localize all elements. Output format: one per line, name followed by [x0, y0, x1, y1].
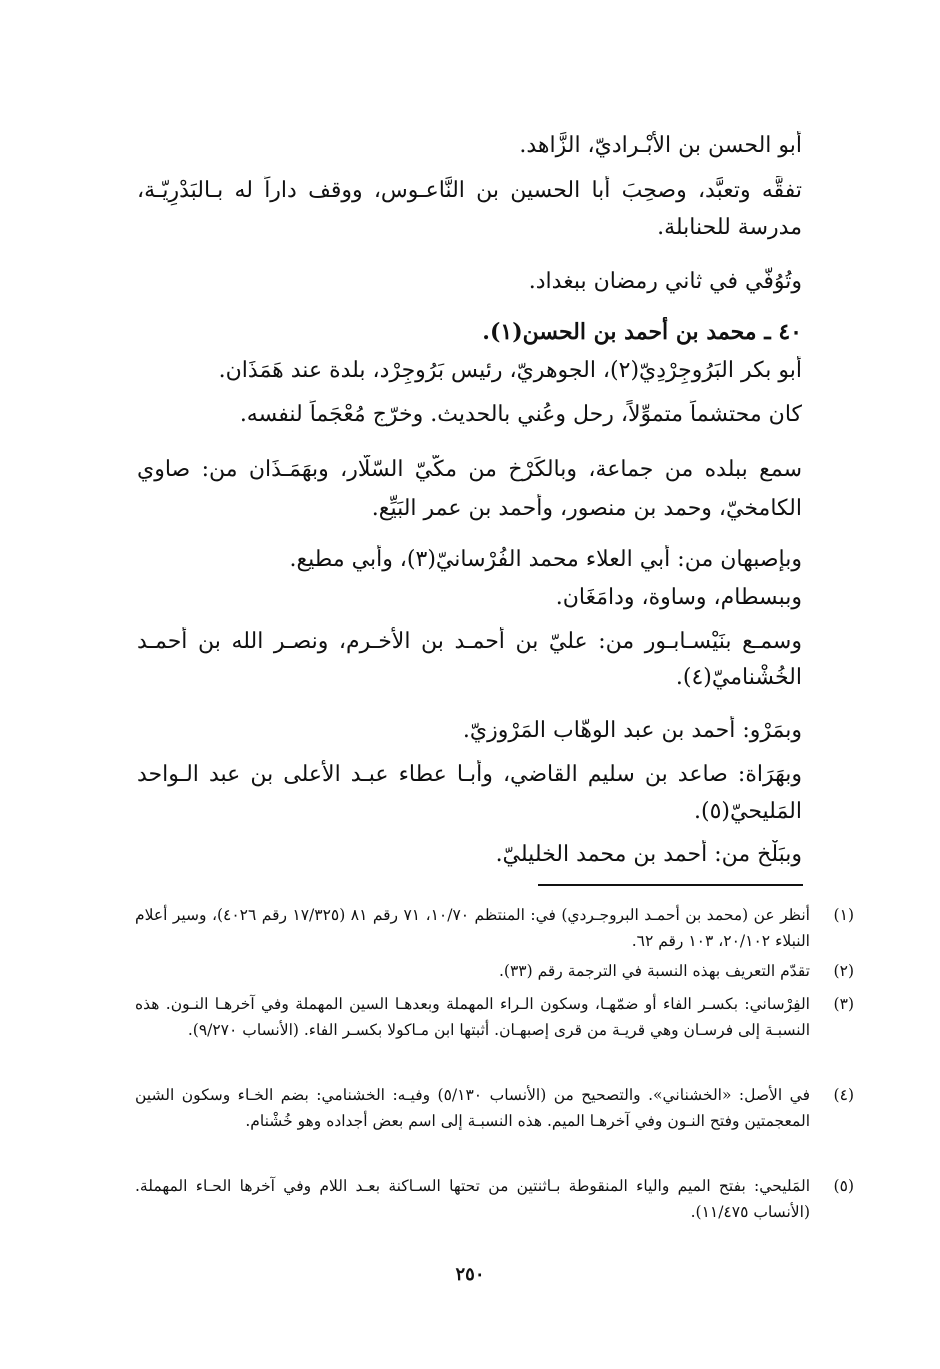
footnote-2 [135, 958, 854, 984]
body-line-13: الخُشْناميّ(٤). [675, 665, 802, 690]
footnote-number: (٢) [833, 962, 854, 980]
footnote-5 [135, 1173, 854, 1225]
body-line-12: وسمـع بنَيْسـابـور من: عليّ بن أحمـد بن الأخـرم، ونصـر الله بن أحمـد [137, 629, 802, 654]
footnote-number: (٥) [833, 1177, 854, 1195]
body-line-2: تفقَّه وتعبَّد، وصحِبَ أبا الحسين بن النَّاعـوس، ووقف داراً له بـالبَدْرِيّـة، [137, 178, 802, 203]
body-line-1: أبو الحسن بن الأَبْـراديّ، الزَّاهد. [519, 133, 802, 158]
footnote-divider [538, 884, 803, 886]
footnote-text: أنظر عن (محمد بن أحمـد البروجـردي) في: المنتظم ١٠/٧٠، ٧١ رقم ٨١ (١٧/٣٢٥ رقم ٤٠٢٦)، وسير أعلام النبلاء ٢٠/١٠٢، ١٠٣ رقم ٦٢. [135, 906, 810, 950]
body-line-17: وببَلْخ من: أحمد بن محمد الخليليّ. [495, 842, 802, 867]
footnote-text: في الأصل: «الخشناني». والتصحيح من (الأنساب ٥/١٣٠) وفيـه: الخشنامي: بضم الخـاء وسكون الشين المعجمتين وفتح النـون وفي آخرهـا الميم. هذه النسبـة إلى اسم بعض أجداده وهو خُشْنام. [135, 1086, 810, 1130]
body-line-9: الكامخيّ، وحمد بن منصور، وأحمد بن عمر البَيِّع. [371, 496, 802, 521]
body-line-15: وبهَرَاة: صاعد بن سليم القاضي، وأبـا عطاء عبـد الأعلى بن عبد الـواحد [137, 762, 802, 787]
entry-heading: ٤٠ ـ محمد بن أحمد بن الحسن(١). [482, 319, 802, 345]
footnote-text: تقدّم التعريف بهذه النسبة في الترجمة رقم (٣٣). [498, 962, 810, 980]
footnote-text: الفِرْساني: بكسـر الفاء أو ضمّهـا، وسكون الـراء المهملة وبعدهـا السين المهملة وفي آخرهـا النـون. هذه النسبـة إلى فرسـان وهي قريـة من قرى إصبهـان. أثبتها ابن مـاكولا بكسـر الفاء. (الأنساب ٩/٢٧٠). [135, 995, 810, 1039]
body-line-6: أبو بكر البَرُوجِرْدِيّ(٢)، الجوهريّ، رئيس بَرُوجِرْد، بلدة عند هَمَذَان. [218, 358, 802, 383]
footnote-number: (٣) [833, 995, 854, 1013]
body-line-7: كان محتشماً متموِّلاً، رحل وعُني بالحديث. وخرّج مُعْجَماً لنفسه. [239, 402, 802, 427]
footnote-3 [135, 991, 854, 1043]
footnote-number: (١) [833, 906, 854, 924]
page-number: ٢٥٠ [455, 1264, 485, 1285]
footnote-4 [135, 1082, 854, 1134]
body-line-11: وببسطام، وساوة، ودامَغَان. [555, 585, 802, 610]
footnote-text: المَليحي: بفتح الميم والياء المنقوطة بـاثنتين من تحتها السـاكنة بعـد اللام وفي آخرها الحـاء المهملة. (الأنساب ١١/٤٧٥). [135, 1177, 810, 1221]
body-line-4: وتُوُفّي في ثاني رمضان ببغداد. [528, 269, 802, 294]
body-line-16: المَليحيّ(٥). [694, 799, 802, 824]
body-line-10: وبإصبهان من: أبي العلاء محمد الفُرْسانيّ(٣)، وأبي مطيع. [289, 547, 802, 572]
body-line-8: سمع ببلده من جماعة، وبالكَرْخ من مكّيّ السّلّار، وبهَمَـذَان من: صاوي [137, 457, 802, 482]
body-line-14: وبمَرْو: أحمد بن عبد الوهّاب المَرْوزيّ. [462, 718, 802, 743]
footnote-number: (٤) [833, 1086, 854, 1104]
footnote-1 [135, 902, 854, 954]
body-line-3: مدرسة للحنابلة. [657, 215, 802, 240]
